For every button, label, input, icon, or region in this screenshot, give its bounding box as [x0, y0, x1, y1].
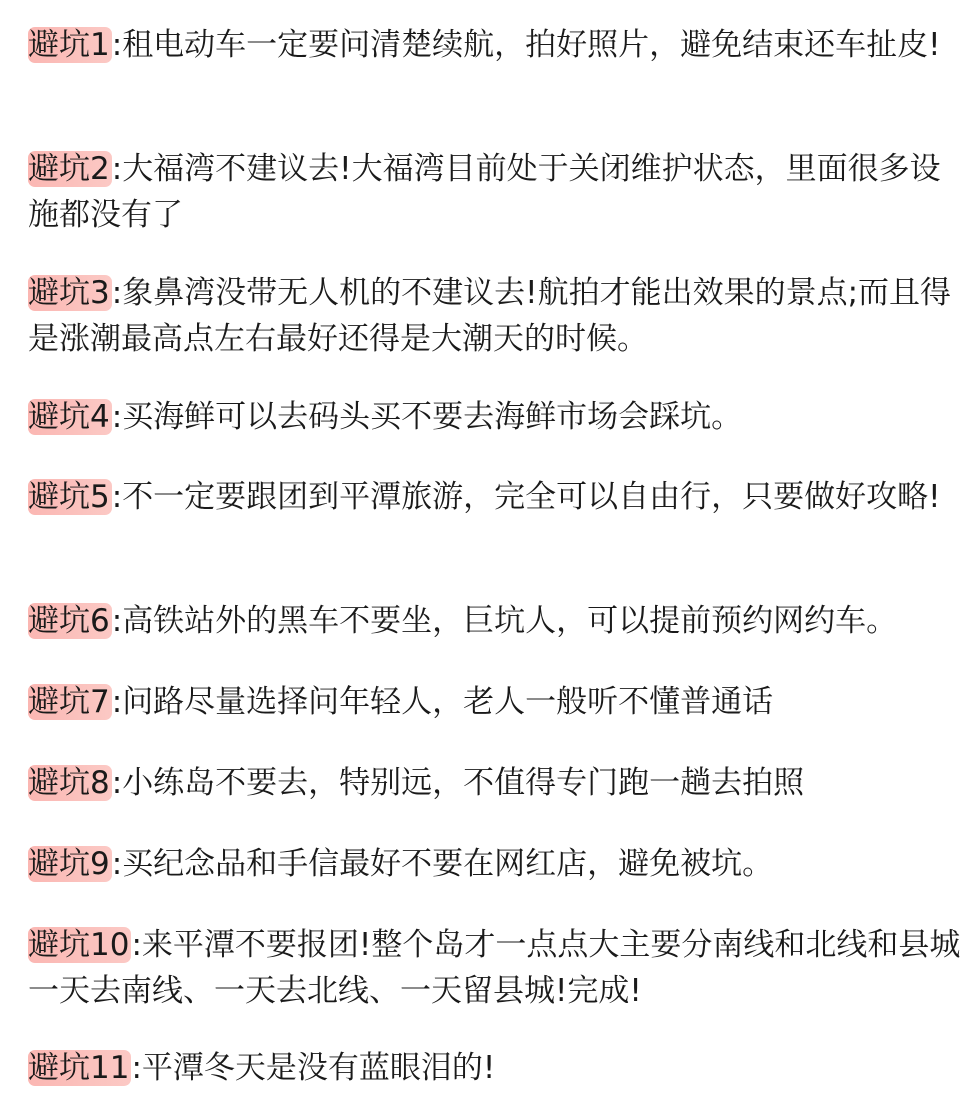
tip-tag: 避坑3 — [28, 275, 110, 311]
tip-colon: : — [111, 27, 123, 63]
tip-item — [28, 22, 963, 68]
tip-text: 小练岛不要去，特别远，不值得专门跑一趟去拍照 — [122, 765, 805, 801]
tip-colon: : — [131, 927, 142, 963]
tip-text: 象鼻湾没带无人机的不建议去!航拍才能出效果的景点;而且得是涨潮最高点左右最好还得是大潮天的时候。 — [28, 275, 952, 357]
tip-tag: 避坑9 — [28, 846, 110, 882]
tip-item — [28, 598, 963, 644]
tip-text: 平潭冬天是没有蓝眼泪的! — [141, 1050, 496, 1086]
tip-item — [28, 922, 963, 1014]
tip-text: 高铁站外的黑车不要坐，巨坑人，可以提前预约网约车。 — [122, 603, 898, 639]
tip-colon: : — [111, 479, 123, 515]
tip-text: 问路尽量选择问年轻人，老人一般听不懂普通话 — [122, 684, 774, 720]
tip-item — [28, 760, 963, 806]
tip-text: 大福湾不建议去!大福湾目前处于关闭维护状态，里面很多设施都没有了 — [28, 151, 941, 233]
tip-item — [28, 270, 963, 362]
tip-colon: : — [111, 684, 123, 720]
tip-text: 买海鲜可以去码头买不要去海鲜市场会踩坑。 — [122, 399, 743, 435]
tip-item — [28, 474, 963, 520]
tip-colon: : — [111, 275, 123, 311]
tip-tag: 避坑2 — [28, 151, 110, 187]
tip-text: 买纪念品和手信最好不要在网红店，避免被坑。 — [122, 846, 774, 882]
tip-item — [28, 679, 963, 725]
tip-colon: : — [111, 151, 123, 187]
tip-tag: 避坑6 — [28, 603, 110, 639]
tip-colon: : — [111, 603, 123, 639]
tip-item — [28, 841, 963, 887]
tip-tag: 避坑4 — [28, 399, 110, 435]
tip-text: 不一定要跟团到平潭旅游，完全可以自由行，只要做好攻略! — [122, 479, 941, 515]
tip-tag: 避坑8 — [28, 765, 110, 801]
tip-text: 租电动车一定要问清楚续航，拍好照片，避免结束还车扯皮! — [122, 27, 941, 63]
tip-item — [28, 146, 963, 238]
tip-colon: : — [111, 765, 123, 801]
tip-item — [28, 1045, 963, 1091]
tip-tag: 避坑7 — [28, 684, 110, 720]
tip-tag: 避坑11 — [28, 1050, 130, 1086]
tip-colon: : — [111, 846, 123, 882]
tip-tag: 避坑1 — [28, 27, 110, 63]
tip-tag: 避坑10 — [28, 927, 130, 963]
tip-tag: 避坑5 — [28, 479, 110, 515]
tip-item — [28, 394, 963, 440]
tip-colon: : — [131, 1050, 142, 1086]
tip-text: 来平潭不要报团!整个岛才一点点大主要分南线和北线和县城一天去南线、一天去北线、一天留县城!完成! — [28, 927, 961, 1009]
tip-colon: : — [111, 399, 123, 435]
